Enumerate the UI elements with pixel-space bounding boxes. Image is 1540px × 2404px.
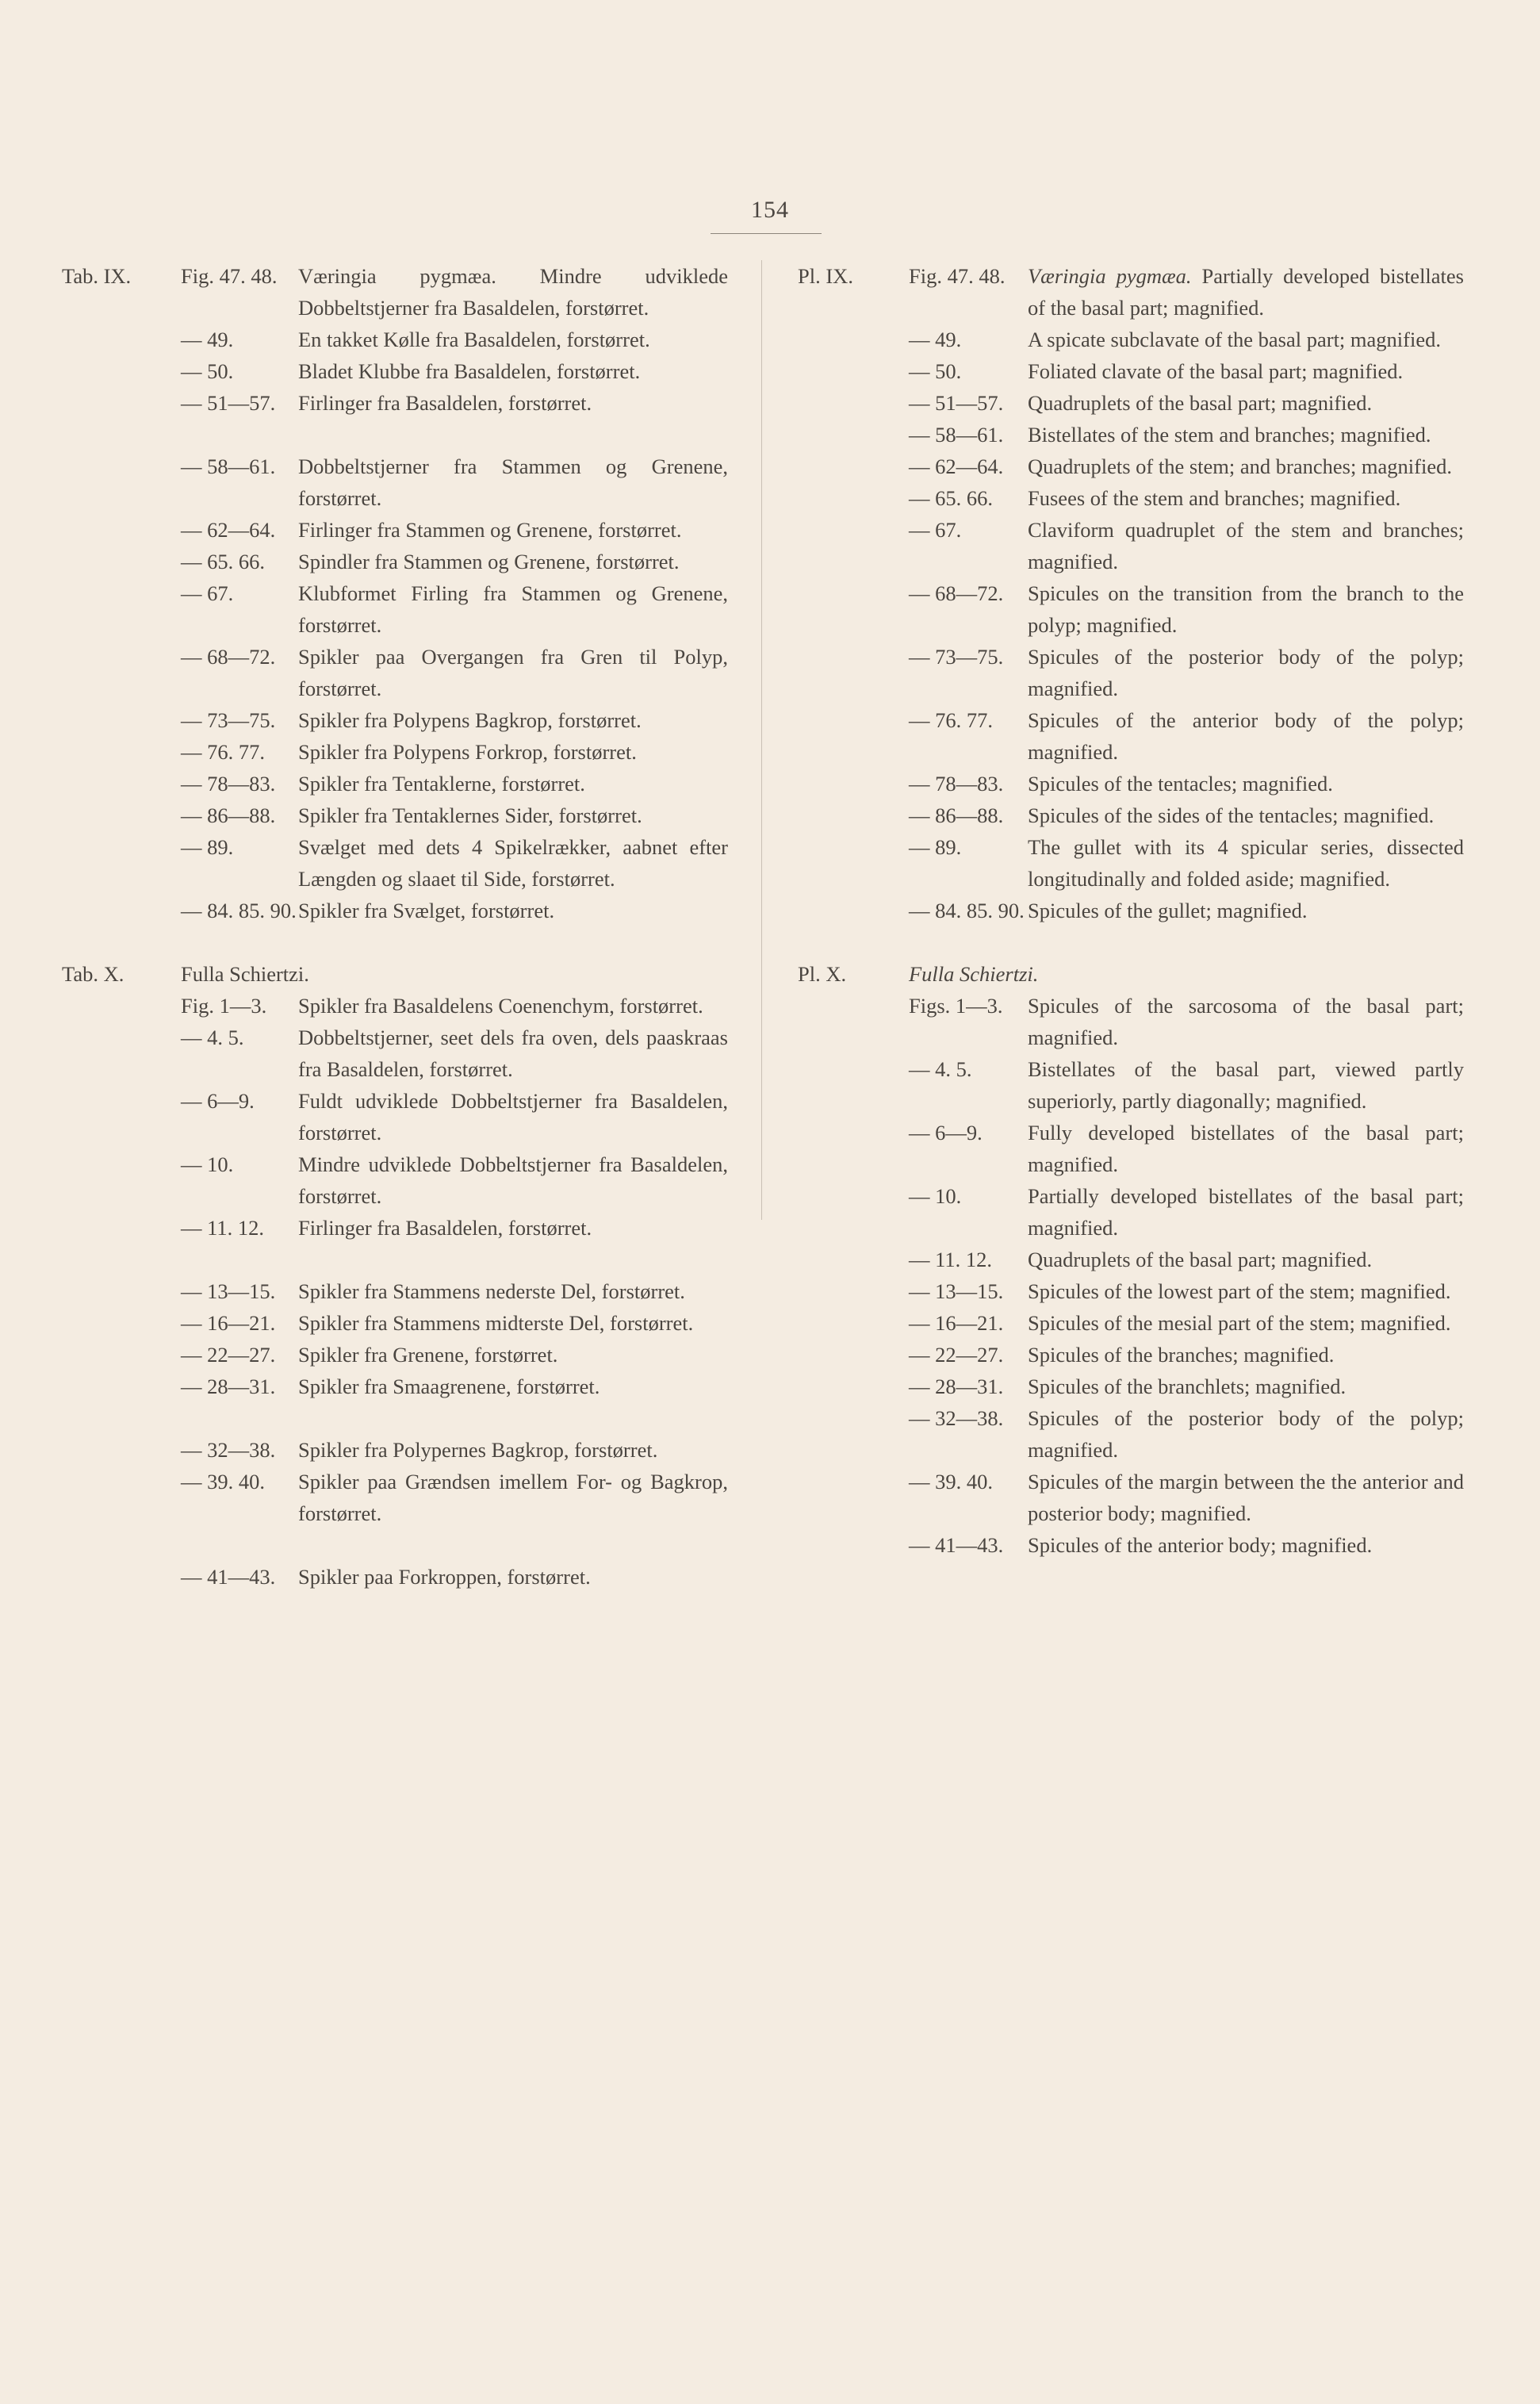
- legend-entry: [62, 546, 728, 577]
- legend-entry: [62, 1339, 728, 1371]
- figure-ref: — 16—21.: [909, 1311, 1004, 1335]
- figure-caption: Bistellates of the basal part, viewed partly superiorly, partly diagonally; magnified.: [1028, 1057, 1464, 1113]
- figure-ref: — 28—31.: [909, 1375, 1004, 1398]
- figure-ref: — 76. 77.: [909, 708, 993, 732]
- legend-entry: [62, 451, 728, 514]
- legend-entry: [62, 1561, 728, 1593]
- figure-ref: Figs. 1—3.: [909, 994, 1003, 1018]
- legend-entry: [798, 799, 1464, 831]
- legend-entry: [798, 514, 1464, 577]
- figure-caption: Spicules of the anterior body of the polyp; magnified.: [1028, 708, 1464, 764]
- figure-ref: — 6—9.: [181, 1089, 255, 1113]
- figure-caption: Dobbeltstjerner, seet dels fra oven, dels paaskraas fra Basaldelen, forstørret.: [298, 1026, 728, 1081]
- legend-entry: [62, 1466, 728, 1529]
- figure-ref: — 78—83.: [181, 772, 276, 796]
- figure-ref: Fig. 47. 48.: [181, 264, 278, 288]
- legend-entry: [62, 1085, 728, 1148]
- figure-caption: Fusees of the stem and branches; magnified.: [1028, 486, 1401, 510]
- english-column: [798, 260, 1464, 1593]
- figure-caption: Klubformet Firling fra Stammen og Grenene, forstørret.: [298, 581, 728, 637]
- figure-ref: — 28—31.: [181, 1375, 276, 1398]
- figure-ref: — 86—88.: [181, 803, 276, 827]
- plate-label: Pl. X.: [798, 962, 847, 986]
- figure-caption: Spikler fra Polypernes Bagkrop, forstørret.: [298, 1438, 658, 1462]
- legend-entry: [798, 419, 1464, 451]
- legend-entry: [62, 704, 728, 736]
- figure-ref: — 65. 66.: [181, 550, 265, 573]
- legend-entry: [798, 1244, 1464, 1275]
- figure-ref: — 86—88.: [909, 803, 1004, 827]
- legend-entry: [62, 1275, 728, 1307]
- figure-ref: — 4. 5.: [909, 1057, 972, 1081]
- legend-entry: [62, 1148, 728, 1212]
- figure-caption: Spicules of the lowest part of the stem; magnified.: [1028, 1279, 1451, 1303]
- legend-entry: [62, 577, 728, 641]
- figure-caption: Quadruplets of the stem; and branches; magnified.: [1028, 454, 1452, 478]
- figure-caption: Spikler fra Basaldelens Coenenchym, forstørret.: [298, 994, 703, 1018]
- figure-ref: — 6—9.: [909, 1121, 983, 1144]
- plate-label: Pl. IX.: [798, 264, 853, 288]
- legend-entry: [798, 1275, 1464, 1307]
- figure-caption: [1028, 260, 1464, 324]
- figure-ref: — 10.: [909, 1184, 962, 1208]
- legend-entry: [798, 990, 1464, 1053]
- figure-ref: — 84. 85. 90.: [909, 899, 1025, 922]
- species-heading: [798, 958, 1464, 990]
- legend-entry: [798, 577, 1464, 641]
- legend-entry: [62, 641, 728, 704]
- species-heading: [62, 958, 728, 990]
- figure-caption: Spikler fra Tentaklerne, forstørret.: [298, 772, 585, 796]
- legend-entry: [798, 260, 1464, 324]
- figure-ref: — 62—64.: [181, 518, 276, 542]
- figure-ref: — 51—57.: [909, 391, 1004, 415]
- legend-entry: [798, 1307, 1464, 1339]
- figure-caption: Foliated clavate of the basal part; magnified.: [1028, 359, 1404, 383]
- legend-entry: [62, 514, 728, 546]
- legend-entry: [62, 387, 728, 419]
- figure-caption: Spicules of the posterior body of the polyp; magnified.: [1028, 645, 1464, 700]
- figure-caption: Spicules of the mesial part of the stem; magnified.: [1028, 1311, 1451, 1335]
- figure-caption: Spicules of the branches; magnified.: [1028, 1343, 1335, 1367]
- figure-caption: Spindler fra Stammen og Grenene, forstørret.: [298, 550, 680, 573]
- legend-entry: [62, 1371, 728, 1402]
- figure-ref: — 32—38.: [909, 1406, 1004, 1430]
- caption-text: Partially developed bistellates of the basal part; magnified.: [1028, 264, 1464, 320]
- figure-ref: — 58—61.: [909, 423, 1004, 447]
- figure-ref: — 50.: [909, 359, 962, 383]
- figure-ref: — 73—75.: [181, 708, 276, 732]
- species-name: Fulla Schiertzi.: [909, 962, 1039, 986]
- legend-entry: [62, 990, 728, 1022]
- figure-caption: Mindre udviklede Dobbeltstjerner fra Basaldelen, forstørret.: [298, 1152, 728, 1208]
- figure-caption: Fully developed bistellates of the basal part; magnified.: [1028, 1121, 1464, 1176]
- tab-x-section: [62, 958, 728, 1593]
- figure-ref: — 49.: [909, 328, 962, 351]
- figure-caption: Spikler paa Overgangen fra Gren til Polyp, forstørret.: [298, 645, 728, 700]
- legend-entry: [798, 1466, 1464, 1529]
- legend-entry: [798, 1053, 1464, 1117]
- figure-ref: — 11. 12.: [909, 1248, 993, 1271]
- figure-ref: — 11. 12.: [181, 1216, 265, 1240]
- figure-ref: — 78—83.: [909, 772, 1004, 796]
- legend-entry: [798, 641, 1464, 704]
- figure-ref: — 22—27.: [181, 1343, 276, 1367]
- figure-ref: — 4. 5.: [181, 1026, 244, 1049]
- legend-entry: [62, 1434, 728, 1466]
- figure-caption: Spikler fra Stammens midterste Del, forstørret.: [298, 1311, 694, 1335]
- figure-caption: Bistellates of the stem and branches; magnified.: [1028, 423, 1431, 447]
- legend-entry: [798, 482, 1464, 514]
- figure-caption: Spicules of the sides of the tentacles; magnified.: [1028, 803, 1435, 827]
- figure-caption: Firlinger fra Stammen og Grenene, forstørret.: [298, 518, 682, 542]
- figure-ref: Fig. 47. 48.: [909, 264, 1006, 288]
- figure-ref: — 39. 40.: [181, 1470, 265, 1493]
- legend-entry: [62, 768, 728, 799]
- legend-entry: [798, 1371, 1464, 1402]
- figure-caption: A spicate subclavate of the basal part; magnified.: [1028, 328, 1441, 351]
- legend-entry: [62, 799, 728, 831]
- figure-caption: Spicules of the anterior body; magnified.: [1028, 1533, 1373, 1557]
- figure-ref: — 51—57.: [181, 391, 276, 415]
- figure-ref: Fig. 1—3.: [181, 994, 267, 1018]
- figure-caption: Spicules on the transition from the branch to the polyp; magnified.: [1028, 581, 1464, 637]
- figure-caption: Spicules of the gullet; magnified.: [1028, 899, 1308, 922]
- figure-caption: Spikler fra Stammens nederste Del, forstørret.: [298, 1279, 685, 1303]
- legend-entry: [798, 387, 1464, 419]
- legend-entry: [798, 1402, 1464, 1466]
- species-name: Fulla Schiertzi.: [181, 962, 309, 986]
- figure-ref: — 89.: [909, 835, 962, 859]
- legend-entry: [798, 1339, 1464, 1371]
- legend-entry: [798, 324, 1464, 355]
- figure-ref: — 67.: [181, 581, 234, 605]
- figure-caption: Claviform quadruplet of the stem and branches; magnified.: [1028, 518, 1464, 573]
- figure-ref: — 62—64.: [909, 454, 1004, 478]
- figure-ref: — 10.: [181, 1152, 234, 1176]
- figure-ref: — 13—15.: [909, 1279, 1004, 1303]
- legend-entry: [798, 1180, 1464, 1244]
- figure-caption: Fuldt udviklede Dobbeltstjerner fra Basaldelen, forstørret.: [298, 1089, 728, 1144]
- figure-caption: Spikler fra Tentaklernes Sider, forstørret.: [298, 803, 642, 827]
- figure-ref: — 49.: [181, 328, 234, 351]
- legend-entry: [798, 895, 1464, 926]
- legend-entry: [62, 1022, 728, 1085]
- figure-caption: Spikler fra Svælget, forstørret.: [298, 899, 555, 922]
- legend-entry: [62, 260, 728, 324]
- figure-caption: The gullet with its 4 spicular series, dissected longitudinally and folded aside; magnified.: [1028, 835, 1464, 891]
- figure-ref: — 41—43.: [909, 1533, 1004, 1557]
- figure-ref: — 50.: [181, 359, 234, 383]
- species-name: Væringia pygmæa.: [1028, 264, 1192, 288]
- figure-ref: — 67.: [909, 518, 962, 542]
- figure-ref: — 73—75.: [909, 645, 1004, 669]
- figure-ref: — 65. 66.: [909, 486, 993, 510]
- figure-caption: Dobbeltstjerner fra Stammen og Grenene, forstørret.: [298, 454, 728, 510]
- plate-label: Tab. IX.: [62, 264, 132, 288]
- figure-ref: — 16—21.: [181, 1311, 276, 1335]
- figure-caption: Spikler paa Forkroppen, forstørret.: [298, 1565, 591, 1589]
- figure-caption: Spikler paa Grændsen imellem For- og Bagkrop, forstørret.: [298, 1470, 728, 1525]
- figure-ref: — 68—72.: [181, 645, 276, 669]
- pl-ix-section: [798, 260, 1464, 926]
- figure-ref: — 76. 77.: [181, 740, 265, 764]
- figure-caption: Spicules of the posterior body of the polyp; magnified.: [1028, 1406, 1464, 1462]
- figure-ref: — 39. 40.: [909, 1470, 993, 1493]
- legend-entry: [798, 451, 1464, 482]
- figure-caption: Spicules of the branchlets; magnified.: [1028, 1375, 1347, 1398]
- legend-entry: [798, 768, 1464, 799]
- figure-ref: — 89.: [181, 835, 234, 859]
- figure-ref: — 84. 85. 90.: [181, 899, 297, 922]
- legend-entry: [62, 736, 728, 768]
- figure-caption: Firlinger fra Basaldelen, forstørret.: [298, 1216, 592, 1240]
- tab-ix-section: [62, 260, 728, 926]
- legend-entry: [62, 895, 728, 926]
- figure-caption: Bladet Klubbe fra Basaldelen, forstørret.: [298, 359, 641, 383]
- norwegian-column: [62, 260, 728, 1624]
- figure-caption: Quadruplets of the basal part; magnified.: [1028, 1248, 1373, 1271]
- column-divider: [761, 260, 762, 1220]
- legend-entry: [62, 1212, 728, 1244]
- figure-caption: Væringia pygmæa. Mindre udviklede Dobbeltstjerner fra Basaldelen, forstørret.: [298, 264, 728, 320]
- legend-entry: [62, 324, 728, 355]
- figure-caption: Spikler fra Polypens Forkrop, forstørret.: [298, 740, 637, 764]
- figure-caption: Svælget med dets 4 Spikelrækker, aabnet efter Længden og slaaet til Side, forstørret.: [298, 835, 728, 891]
- page-number-rule: [711, 233, 822, 234]
- figure-caption: Partially developed bistellates of the basal part; magnified.: [1028, 1184, 1464, 1240]
- figure-caption: Quadruplets of the basal part; magnified.: [1028, 391, 1373, 415]
- legend-entry: [798, 355, 1464, 387]
- figure-ref: — 22—27.: [909, 1343, 1004, 1367]
- figure-ref: — 58—61.: [181, 454, 276, 478]
- legend-entry: [798, 831, 1464, 895]
- figure-caption: Spikler fra Polypens Bagkrop, forstørret.: [298, 708, 642, 732]
- figure-caption: Spicules of the margin between the the anterior and posterior body; magnified.: [1028, 1470, 1464, 1525]
- figure-caption: Spicules of the sarcosoma of the basal part; magnified.: [1028, 994, 1464, 1049]
- figure-caption: En takket Kølle fra Basaldelen, forstørret.: [298, 328, 650, 351]
- pl-x-section: [798, 958, 1464, 1561]
- legend-entry: [62, 831, 728, 895]
- figure-caption: Spikler fra Smaagrenene, forstørret.: [298, 1375, 600, 1398]
- legend-entry: [62, 1307, 728, 1339]
- page-number: 154: [751, 197, 789, 223]
- figure-caption: Spikler fra Grenene, forstørret.: [298, 1343, 558, 1367]
- legend-entry: [62, 355, 728, 387]
- figure-caption: Firlinger fra Basaldelen, forstørret.: [298, 391, 592, 415]
- plate-label: Tab. X.: [62, 962, 125, 986]
- figure-caption: Spicules of the tentacles; magnified.: [1028, 772, 1333, 796]
- figure-ref: — 13—15.: [181, 1279, 276, 1303]
- figure-ref: — 32—38.: [181, 1438, 276, 1462]
- legend-entry: [798, 704, 1464, 768]
- legend-entry: [798, 1117, 1464, 1180]
- figure-ref: — 41—43.: [181, 1565, 276, 1589]
- figure-ref: — 68—72.: [909, 581, 1004, 605]
- legend-entry: [798, 1529, 1464, 1561]
